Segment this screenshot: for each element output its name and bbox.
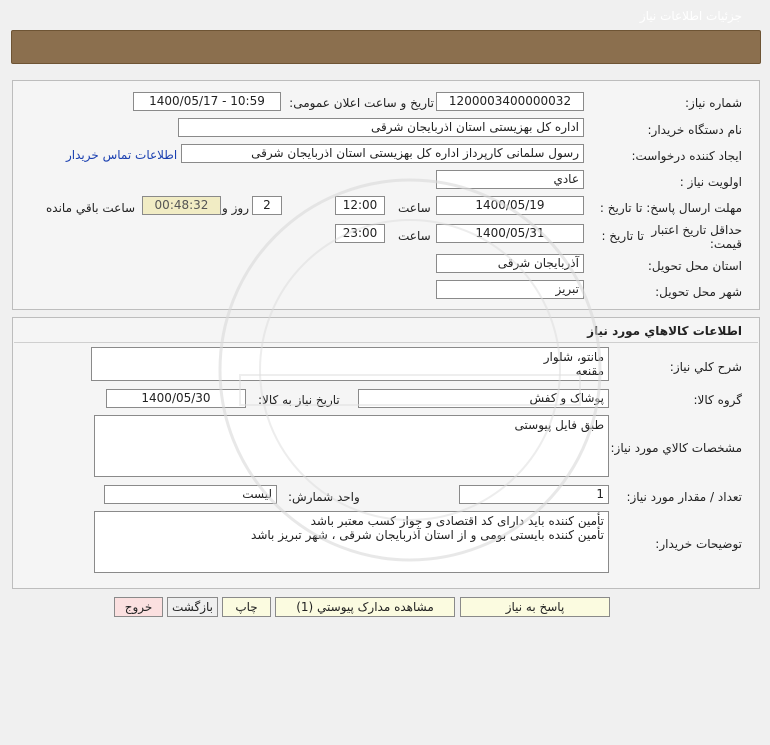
- buyer-field: اداره کل بهزیستی استان اذربایجان شرقی: [178, 118, 584, 137]
- validity-label-line2: قيمت:: [709, 237, 742, 251]
- summary-label: شرح کلي نياز:: [669, 360, 742, 374]
- details-panel: [12, 80, 760, 310]
- buyer-contact-link[interactable]: اطلاعات تماس خريدار: [66, 148, 178, 162]
- section-divider: [14, 342, 758, 343]
- days-field: 2: [252, 196, 282, 215]
- buyer-label: نام دستگاه خريدار:: [647, 123, 742, 137]
- qty-label: تعداد / مقدار مورد نياز:: [626, 490, 742, 504]
- province-field: آذربایجان شرقی: [436, 254, 584, 273]
- view-attachments-button[interactable]: مشاهده مدارک پيوستي (1): [275, 597, 455, 617]
- buyer-notes-label: توضيحات خريدار:: [655, 537, 742, 551]
- group-label: گروه کالا:: [693, 393, 742, 407]
- unit-label: واحد شمارش:: [288, 490, 360, 504]
- specs-textarea: طبق فایل پیوستی: [94, 415, 609, 477]
- specs-label: مشخصات کالاي مورد نياز:: [610, 441, 742, 455]
- need-date-label: تاريخ نياز به کالا:: [258, 393, 340, 407]
- summary-line-2: مقنعه: [575, 364, 604, 378]
- need-date-field: 1400/05/30: [106, 389, 246, 408]
- validity-time-label: ساعت: [398, 229, 431, 243]
- qty-field: 1: [459, 485, 609, 504]
- page-title: جزئيات اطلاعات نياز: [639, 9, 742, 23]
- summary-textarea: [91, 347, 609, 381]
- announce-field: 1400/05/17 - 10:59: [133, 92, 281, 111]
- need-number-label: شماره نياز:: [685, 96, 742, 110]
- goods-section-title: اطلاعات کالاهاي مورد نياز: [587, 324, 742, 338]
- remaining-label: ساعت باقي مانده: [46, 201, 136, 215]
- remaining-time-field: 00:48:32: [142, 196, 221, 215]
- announce-label: تاريخ و ساعت اعلان عمومی:: [289, 96, 434, 110]
- back-button[interactable]: بازگشت: [167, 597, 218, 617]
- buyer-notes-line-1: تأمین کننده باید دارای کد اقتصادی و جواز کسب معتبر باشد: [310, 514, 604, 528]
- page-header: [11, 30, 761, 64]
- validity-to-label: تا تاريخ :: [601, 229, 644, 243]
- days-label: روز و: [222, 201, 249, 215]
- city-field: تبریز: [436, 280, 584, 299]
- deadline-time-label: ساعت: [398, 201, 431, 215]
- exit-button[interactable]: خروج: [114, 597, 163, 617]
- print-button[interactable]: چاپ: [222, 597, 271, 617]
- validity-label-line1: حداقل تاريخ اعتبار: [651, 223, 742, 237]
- city-label: شهر محل تحويل:: [655, 285, 742, 299]
- unit-field: لیست: [104, 485, 277, 504]
- group-field: پوشاک و کفش: [358, 389, 609, 408]
- validity-date-field: 1400/05/31: [436, 224, 584, 243]
- buyer-notes-textarea: [94, 511, 609, 573]
- deadline-label: مهلت ارسال پاسخ: تا تاريخ :: [599, 201, 742, 215]
- summary-line-1: مانتو، شلوار: [543, 350, 604, 364]
- priority-label: اولويت نياز :: [679, 175, 742, 189]
- deadline-time-field: 12:00: [335, 196, 385, 215]
- need-number-field: 1200003400000032: [436, 92, 584, 111]
- creator-field: رسول سلمانی کارپرداز اداره کل بهزیستی استان اذربایجان شرقی: [181, 144, 584, 163]
- buyer-notes-line-2: تأمین کننده بایستی بومی و از استان آذربایجان شرقی ، شهر تبریز باشد: [251, 528, 604, 542]
- validity-time-field: 23:00: [335, 224, 385, 243]
- reply-button[interactable]: پاسخ به نياز: [460, 597, 610, 617]
- deadline-date-field: 1400/05/19: [436, 196, 584, 215]
- priority-field: عادي: [436, 170, 584, 189]
- province-label: استان محل تحويل:: [647, 259, 742, 273]
- creator-label: ايجاد کننده درخواست:: [631, 149, 742, 163]
